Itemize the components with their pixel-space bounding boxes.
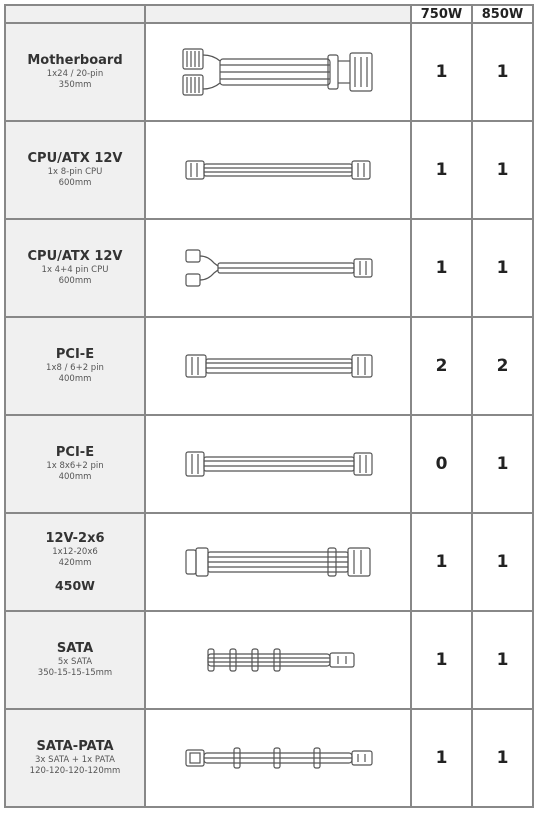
pcie-cable-icon xyxy=(178,351,378,381)
cable-image-cell xyxy=(145,709,411,807)
cable-image-cell xyxy=(145,611,411,709)
cable-length: 600mm xyxy=(58,276,92,286)
cable-label-cell xyxy=(5,23,145,121)
count-750w: 1 xyxy=(411,709,472,807)
cable-spec: 1x 8-pin CPU xyxy=(47,167,103,177)
count-850w: 1 xyxy=(472,709,533,807)
table-row xyxy=(5,121,533,219)
table-row xyxy=(5,219,533,317)
cable-image-cell xyxy=(145,219,411,317)
cable-name: SATA xyxy=(56,641,94,656)
table-row xyxy=(5,415,533,513)
cable-label-cell xyxy=(5,317,145,415)
motherboard-cable-icon xyxy=(178,47,378,97)
count-750w: 2 xyxy=(411,317,472,415)
count-850w: 1 xyxy=(472,513,533,611)
cable-length: 350-15-15-15mm xyxy=(37,668,113,678)
table-row xyxy=(5,709,533,807)
cable-label-cell xyxy=(5,611,145,709)
cable-label-cell xyxy=(5,121,145,219)
cable-name: Motherboard xyxy=(27,53,123,68)
cable-image-cell xyxy=(145,513,411,611)
cable-spec: 1x12-20x6 xyxy=(52,547,98,557)
cpu-8pin-cable-icon xyxy=(178,155,378,185)
cable-label-cell xyxy=(5,513,145,611)
table-row xyxy=(5,23,533,121)
cpu-4plus4-cable-icon xyxy=(178,248,378,288)
count-850w: 1 xyxy=(472,23,533,121)
cable-label-cell xyxy=(5,415,145,513)
count-750w: 0 xyxy=(411,415,472,513)
cable-length: 600mm xyxy=(58,178,92,188)
cable-length: 420mm xyxy=(58,558,92,568)
count-750w: 1 xyxy=(411,611,472,709)
cable-name: PCI-E xyxy=(55,347,95,362)
count-850w: 1 xyxy=(472,219,533,317)
cable-spec-table xyxy=(4,4,534,808)
count-750w: 1 xyxy=(411,23,472,121)
count-850w: 2 xyxy=(472,317,533,415)
count-750w: 1 xyxy=(411,121,472,219)
cable-name: PCI-E xyxy=(55,445,95,460)
cable-length: 400mm xyxy=(58,472,92,482)
cable-image-cell xyxy=(145,23,411,121)
table-row xyxy=(5,513,533,611)
cable-spec: 5x SATA xyxy=(57,657,93,667)
cable-image-cell xyxy=(145,415,411,513)
header-750w: 750W xyxy=(411,5,472,23)
cable-length: 350mm xyxy=(58,80,92,90)
count-850w: 1 xyxy=(472,611,533,709)
sata-pata-cable-icon xyxy=(178,743,378,773)
cable-image-cell xyxy=(145,317,411,415)
sata-cable-icon xyxy=(178,645,378,675)
header-blank-cell xyxy=(145,5,411,23)
cable-length: 400mm xyxy=(58,374,92,384)
table-row xyxy=(5,611,533,709)
count-750w: 1 xyxy=(411,513,472,611)
cable-name: CPU/ATX 12V xyxy=(27,249,123,264)
cable-spec: 1x 8x6+2 pin xyxy=(46,461,104,471)
pcie-dual-cable-icon xyxy=(178,449,378,479)
cable-label-cell xyxy=(5,219,145,317)
cable-label-cell xyxy=(5,709,145,807)
wattage-note: 450W xyxy=(55,578,95,593)
table-row xyxy=(5,317,533,415)
cable-name: CPU/ATX 12V xyxy=(27,151,123,166)
cable-image-cell xyxy=(145,121,411,219)
header-row xyxy=(5,5,533,23)
cable-length: 120-120-120-120mm xyxy=(29,766,121,776)
header-850w: 850W xyxy=(472,5,533,23)
cable-spec: 1x 4+4 pin CPU xyxy=(41,265,109,275)
cable-name: 12V-2x6 xyxy=(45,531,105,546)
count-850w: 1 xyxy=(472,415,533,513)
count-750w: 1 xyxy=(411,219,472,317)
12v-2x6-cable-icon xyxy=(178,545,378,579)
cable-name: SATA-PATA xyxy=(36,739,114,754)
count-850w: 1 xyxy=(472,121,533,219)
cable-spec: 1x8 / 6+2 pin xyxy=(46,363,104,373)
cable-spec: 3x SATA + 1x PATA xyxy=(35,755,115,765)
cable-spec: 1x24 / 20-pin xyxy=(46,69,104,79)
header-blank-cell xyxy=(5,5,145,23)
